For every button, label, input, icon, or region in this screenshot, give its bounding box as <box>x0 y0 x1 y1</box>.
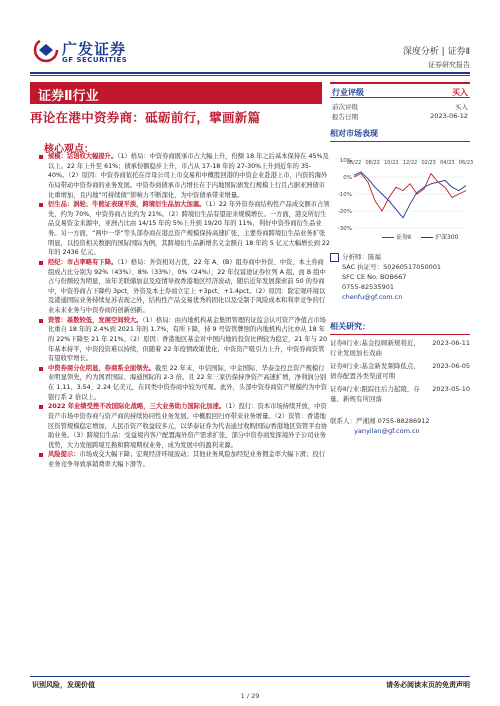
paragraph-text: （1）格局：由内地机构基金集团管理的证监会认可资产净值占市场比重自 18 年的 2.4%到 2021 年的 1.7%，有所下降，持 9 号资管牌照的内地机构占比亦从 18 年的 22%下降至 21 年 21%。（2）原因：香港地区基金对中国内地的投资比例较为稳定，21 年与 20 年基本持平，中资投资难以持续，但随着 22 年疫情政策优化，中资资产吸引力上升，中资券商资管有望收窄增长。 <box>48 316 327 363</box>
logo-icon <box>34 38 58 62</box>
report-subtype: 证券研究报告 <box>428 61 470 69</box>
legend-label: 证券Ⅱ <box>396 234 411 241</box>
relative-performance-chart <box>330 152 474 238</box>
page-number: 1 / 29 <box>240 692 260 700</box>
paragraph-text: （1）格局：外资相对占优，22 年 A、(B）组券商中外资、中资、本土券商组成占比分别为 92%（43%）、8%（33%）、0%（24%），22 年仅富途证券位列 A 组，而 B 组中占与份额较为明显，该年美联储加息及疫情导致香港地区经济波动，随后近年发展探索前 50 的券商中，中资券商占下降约 3pct，外资及本土券商立定上 +3pct、+1.4pct。（2）原因：除宏观环境以及港通国际业务持续复苏表现之外，结构性产品交易优秀的固化以及受制于风险成本和利率竞争的行业未来业务与中资券商的创新创新。 <box>48 258 326 314</box>
header-rule-accent <box>30 75 470 76</box>
related-section-title: 相关研究： <box>330 322 470 335</box>
x-tick-label: 12/22 <box>402 160 418 166</box>
bullet-icon <box>39 405 43 409</box>
legend-swatch <box>382 237 394 238</box>
paragraph-2022 <box>38 402 330 450</box>
bullet-icon <box>39 203 43 207</box>
paragraph-lead: 衍生品：涡轮、牛熊证表现平淡，跨境衍生品加大加塞。 <box>48 201 206 209</box>
analyst-name-row <box>330 252 470 262</box>
x-tick-label: 06/23 <box>458 160 474 166</box>
paragraph-text: （1）格局：中资券商既承市占大幅上升，份额 18 年之后基本保持在 45%及以上。22 年上升至 61%；债承份额稳步上升，市占从 17-18 年的 27-30%上升到近年的 35-40%。（2）原因：中资券商依托在岸母公司上市交易和中概股回港的中资企业赴港上市，内资的海外布局带动中资券商的业务发展。中资券商债承市占增长在于内地国际债发行规模上行且占据亚洲债市比重增加，且内地“可持续债”影响力不断深化，为中资债承带来增量。 <box>48 153 329 199</box>
contact-email[interactable]: yanyilan@gf.com.cn <box>354 427 420 435</box>
paragraph-lead: 资管：基数较低，发展空间较大。 <box>48 316 143 324</box>
bullet-icon <box>39 261 43 265</box>
bullet-icon <box>39 367 43 371</box>
related-item[interactable] <box>330 384 470 404</box>
y-tick-label: 10% <box>339 158 352 164</box>
analyst-icon <box>330 253 339 262</box>
rating-row-date <box>330 112 470 121</box>
rating-row-label: 报告日期 <box>332 113 358 121</box>
footer-rule <box>30 676 470 677</box>
rating-row-value: 2023-06-12 <box>430 112 468 120</box>
related-research <box>330 322 470 404</box>
x-tick-label: 08/22 <box>365 160 380 166</box>
related-title: 证券Ⅱ行业:基金新发频降低点，债券配置各类渠道可期 <box>330 362 420 380</box>
header-rule <box>30 72 470 74</box>
rating-label: 行业评级 <box>332 88 364 97</box>
paragraph-text: （1）22 年外资券商结构性产品成交额市占领先，约为 70%，中资券商占比约为 21%。（2）跨境衍生品有望迎来规模增长。一方面，港交所衍生品交易资金来源中，亚洲占比由 14/15 年的 5%上升到 19/20 年的 11%，利好中资券商衍生品业务。另一方面，“两中一华”等头部券商在港总资产规模保持高速扩张，主要券商跨境衍生品业务扩张明显，以投资相关数据的国际国际为例，其跨境衍生品新增名义金额自 18 年的 5 亿元大幅增长到 22 年的 2436 亿元。 <box>48 201 330 257</box>
paragraph-lead: 2022 年业绩受挫不改国际化战略，三大业务助力国际化加速。 <box>48 403 226 411</box>
related-item[interactable] <box>330 338 470 358</box>
rating-row-label: 前次评级 <box>332 103 358 111</box>
related-title: 证券Ⅱ行业:基金投顾新规将近，行业发展加长戏曲 <box>330 339 420 357</box>
logo-text: 广发证券 <box>62 40 127 58</box>
main-body <box>38 152 330 470</box>
analyst-block <box>330 252 470 302</box>
y-tick-label: -10% <box>337 192 352 198</box>
paragraph-text: 市场成交大幅下降；宏观经济环境波动；其他业务风险加经纪业务佣金率大幅下滑；投行业务竞争导致承销费率大幅下滑等。 <box>48 451 326 468</box>
paragraph-lead: 规模：话语权大幅提升。 <box>48 153 118 160</box>
paragraph-text: （1）投行：资本市场持续开放，中资资产市场中资券商与资产商的持续协同性业务发展。中概股回归亦带来业务增量。（2）资管：香港地区资管规模稳定增加，人民币资产收益较多元，以华泰证券为代表通过收购国际/香港地区资管平台协助业务。（3）跨境衍生品：受益境内客户配置海外资产需求扩张，部分中资券商发挥境外子公司业务优势，大力发展跨境互换和跨境期权业务，成为发展中的盈利来源。 <box>48 403 328 449</box>
paragraph-risk <box>38 450 330 469</box>
bullet-icon <box>39 453 43 457</box>
footer-slogan: 识别风险，发现价值 <box>32 681 95 689</box>
report-title: 再论在港中资券商：砥砺前行，擘画新篇 <box>30 110 261 125</box>
rating-value: 买入 <box>452 88 468 97</box>
related-title: 证券Ⅱ行业:跟踪往后力起陵，存量、新规有所回落 <box>330 385 420 403</box>
contact-row <box>330 416 470 426</box>
rating-row-value: 买入 <box>455 103 468 111</box>
x-tick-label: 06/22 <box>346 160 362 166</box>
paragraph-scale <box>38 152 330 200</box>
rating-row-previous <box>330 102 470 111</box>
bullet-icon <box>39 155 43 159</box>
core-views-heading: 核心观点： <box>44 144 94 155</box>
series-line <box>354 174 466 211</box>
analyst-email[interactable]: chenfu@gf.com.cn <box>342 293 403 301</box>
analyst-details <box>330 262 470 302</box>
bullet-icon <box>39 319 43 323</box>
contact-block <box>330 416 470 436</box>
paragraph-lead: 风险提示： <box>48 451 80 459</box>
related-date: 2023-06-05 <box>432 362 470 370</box>
analyst-label: 分析师： <box>342 253 368 261</box>
legend-item-sector <box>382 232 411 241</box>
contact-name: 严湘湘 <box>356 417 376 425</box>
x-tick-label: 02/23 <box>421 160 436 166</box>
analyst-sac: SAC 执证号：S0260517050001 <box>342 263 442 271</box>
related-date: 2023-05-10 <box>432 385 470 393</box>
analyst-name: 陈福 <box>368 253 381 261</box>
x-tick-label: 04/23 <box>440 160 455 166</box>
rating-header <box>330 82 470 98</box>
paragraph-lead: 经纪：市占率略有下降。 <box>48 258 118 266</box>
report-type: 深度分析 | 证券Ⅱ <box>402 47 470 57</box>
chart-section-title: 相对市场表现 <box>330 128 470 142</box>
analyst-sfc: SFC CE No. BOB667 <box>342 273 407 281</box>
related-item[interactable] <box>330 361 470 381</box>
contact-label: 联系人： <box>330 417 356 425</box>
logo-subtext: GF SECURITIES <box>62 56 128 64</box>
contact-phone: 0755-88286912 <box>377 417 430 425</box>
x-tick-label: 10/22 <box>384 160 399 166</box>
legend-swatch <box>421 237 433 238</box>
paragraph-brokerage <box>38 258 330 316</box>
paragraph-lead: 中资券商分化明显，券商系全面领先。 <box>48 364 156 372</box>
y-tick-label: -20% <box>337 209 352 215</box>
legend-item-index <box>421 232 458 241</box>
related-date: 2023-06-11 <box>432 339 470 347</box>
analyst-phone: 0755-82535901 <box>342 283 394 291</box>
chart-legend <box>382 232 458 241</box>
industry-banner: 证券Ⅱ行业 <box>30 82 322 104</box>
y-tick-label: 0% <box>343 175 352 181</box>
legend-label: 沪深300 <box>434 234 459 241</box>
footer-disclaimer: 请务必阅读末页的免责声明 <box>386 681 470 689</box>
paragraph-derivatives <box>38 200 330 258</box>
paragraph-divergence <box>38 364 330 403</box>
paragraph-text: 截至 22 年末，中信国际、中金国际、华泰金控总资产规模行业明显领先，约为国君国际、海通国际的 2-3 倍。且 22 年三家仍保持净资产高速扩增，净利润分别在 1.11、3.54、2.24 亿美元，在同类中资券商中较为可观。此外，头部中资券商资产规模约为中资银行系 2 倍以上。 <box>48 364 328 401</box>
paragraph-asset-mgmt <box>38 316 330 364</box>
y-tick-label: -30% <box>337 226 352 232</box>
